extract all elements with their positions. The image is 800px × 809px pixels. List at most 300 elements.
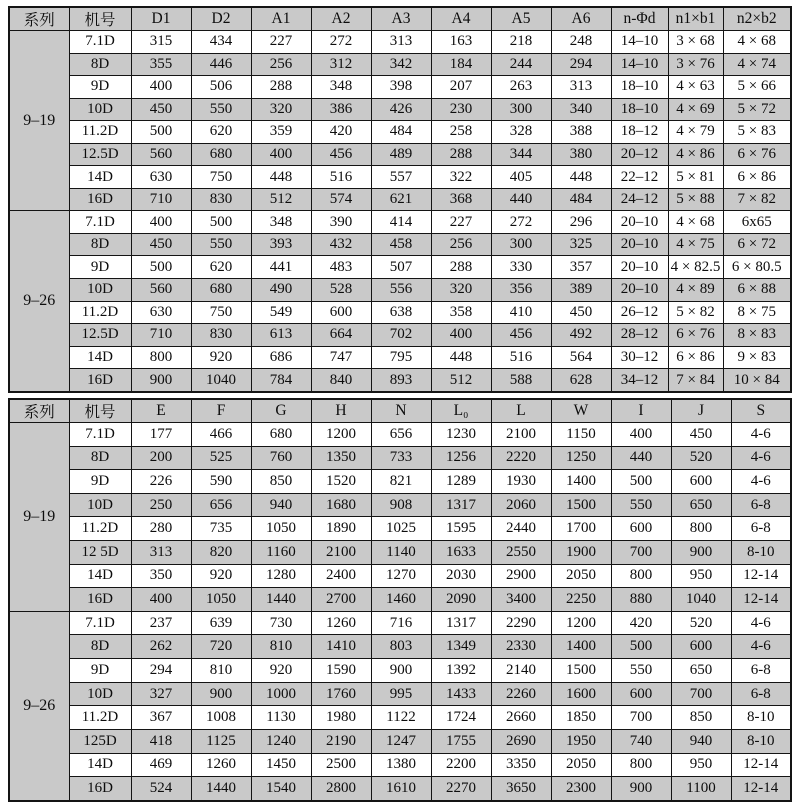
data-cell: 549 [251, 301, 311, 324]
column-header: A6 [551, 7, 611, 31]
data-cell: 448 [551, 166, 611, 189]
data-cell: 1392 [431, 659, 491, 683]
data-cell: 163 [431, 31, 491, 54]
data-cell: 28–12 [611, 324, 668, 347]
data-cell: 2200 [431, 753, 491, 777]
data-cell: 1240 [251, 729, 311, 753]
data-cell: 1755 [431, 729, 491, 753]
data-cell: 1040 [191, 369, 251, 392]
data-cell: 456 [311, 143, 371, 166]
series-cell: 9–19 [9, 31, 69, 211]
column-header: 系列 [9, 7, 69, 31]
column-header: A5 [491, 7, 551, 31]
data-cell: 1130 [251, 706, 311, 730]
data-cell: 1256 [431, 446, 491, 470]
column-header: A4 [431, 7, 491, 31]
data-cell: 900 [191, 682, 251, 706]
data-cell: 227 [251, 31, 311, 54]
model-cell: 12 5D [69, 541, 131, 565]
data-cell: 2440 [491, 517, 551, 541]
model-cell: 9D [69, 659, 131, 683]
data-cell: 450 [671, 423, 731, 447]
column-header: F [191, 399, 251, 423]
table-row [9, 121, 791, 144]
data-cell: 7 × 82 [723, 188, 791, 211]
data-cell: 450 [131, 98, 191, 121]
data-cell: 8-10 [731, 729, 791, 753]
data-cell: 680 [191, 143, 251, 166]
data-cell: 4 × 82.5 [668, 256, 723, 279]
data-cell: 1150 [551, 423, 611, 447]
data-cell: 520 [671, 611, 731, 635]
data-cell: 4 × 79 [668, 121, 723, 144]
data-cell: 492 [551, 324, 611, 347]
data-cell: 6 × 86 [668, 346, 723, 369]
data-cell: 450 [551, 301, 611, 324]
data-cell: 686 [251, 346, 311, 369]
data-cell: 328 [491, 121, 551, 144]
model-cell: 7.1D [69, 611, 131, 635]
data-cell: 784 [251, 369, 311, 392]
data-cell: 5 × 81 [668, 166, 723, 189]
dimension-table-top [8, 6, 792, 393]
model-cell: 11.2D [69, 121, 131, 144]
data-cell: 920 [191, 564, 251, 588]
data-cell: 26–12 [611, 301, 668, 324]
data-cell: 506 [191, 76, 251, 99]
column-header: J [671, 399, 731, 423]
data-cell: 6 × 88 [723, 279, 791, 302]
data-cell: 1500 [551, 659, 611, 683]
table-row [9, 659, 791, 683]
data-cell: 6-8 [731, 682, 791, 706]
data-cell: 258 [431, 121, 491, 144]
data-cell: 1433 [431, 682, 491, 706]
data-cell: 1440 [251, 588, 311, 612]
data-cell: 2660 [491, 706, 551, 730]
data-cell: 702 [371, 324, 431, 347]
data-cell: 735 [191, 517, 251, 541]
model-cell: 12.5D [69, 324, 131, 347]
data-cell: 600 [311, 301, 371, 324]
table-row [9, 611, 791, 635]
table-row [9, 564, 791, 588]
data-cell: 2550 [491, 541, 551, 565]
model-cell: 8D [69, 53, 131, 76]
data-cell: 256 [251, 53, 311, 76]
data-cell: 9 × 83 [723, 346, 791, 369]
data-cell: 2250 [551, 588, 611, 612]
data-cell: 620 [191, 121, 251, 144]
data-cell: 803 [371, 635, 431, 659]
data-cell: 800 [611, 753, 671, 777]
data-cell: 389 [551, 279, 611, 302]
data-cell: 2140 [491, 659, 551, 683]
data-cell: 400 [131, 588, 191, 612]
data-cell: 359 [251, 121, 311, 144]
data-cell: 322 [431, 166, 491, 189]
table-row [9, 31, 791, 54]
table-row [9, 76, 791, 99]
data-cell: 3350 [491, 753, 551, 777]
table-row [9, 279, 791, 302]
data-cell: 1850 [551, 706, 611, 730]
data-cell: 710 [131, 324, 191, 347]
data-cell: 446 [191, 53, 251, 76]
model-cell: 12.5D [69, 143, 131, 166]
data-cell: 4 × 86 [668, 143, 723, 166]
data-cell: 1600 [551, 682, 611, 706]
data-cell: 730 [251, 611, 311, 635]
data-cell: 630 [131, 301, 191, 324]
data-cell: 4 × 89 [668, 279, 723, 302]
column-header: L₀ [431, 399, 491, 423]
model-cell: 10D [69, 493, 131, 517]
data-cell: 262 [131, 635, 191, 659]
data-cell: 5 × 66 [723, 76, 791, 99]
data-cell: 2220 [491, 446, 551, 470]
table-row [9, 706, 791, 730]
data-cell: 1247 [371, 729, 431, 753]
data-cell: 184 [431, 53, 491, 76]
data-cell: 386 [311, 98, 371, 121]
data-cell: 313 [131, 541, 191, 565]
data-cell: 574 [311, 188, 371, 211]
data-cell: 3400 [491, 588, 551, 612]
model-cell: 14D [69, 346, 131, 369]
column-header: n2×b2 [723, 7, 791, 31]
model-cell: 14D [69, 753, 131, 777]
data-cell: 700 [671, 682, 731, 706]
data-cell: 296 [551, 211, 611, 234]
table-row [9, 682, 791, 706]
table-row [9, 777, 791, 801]
column-header: 机号 [69, 399, 131, 423]
dimension-table-bottom [8, 398, 792, 802]
model-cell: 14D [69, 564, 131, 588]
data-cell: 5 × 72 [723, 98, 791, 121]
data-cell: 244 [491, 53, 551, 76]
data-cell: 30–12 [611, 346, 668, 369]
data-cell: 315 [131, 31, 191, 54]
data-cell: 550 [611, 659, 671, 683]
data-cell: 520 [671, 446, 731, 470]
data-cell: 1280 [251, 564, 311, 588]
data-cell: 1450 [251, 753, 311, 777]
data-cell: 272 [491, 211, 551, 234]
data-cell: 300 [491, 233, 551, 256]
data-cell: 680 [191, 279, 251, 302]
data-cell: 294 [551, 53, 611, 76]
data-cell: 621 [371, 188, 431, 211]
data-cell: 1950 [551, 729, 611, 753]
data-cell: 900 [371, 659, 431, 683]
data-cell: 588 [491, 369, 551, 392]
data-cell: 348 [311, 76, 371, 99]
data-cell: 760 [251, 446, 311, 470]
data-cell: 1890 [311, 517, 371, 541]
data-cell: 810 [191, 659, 251, 683]
model-cell: 9D [69, 76, 131, 99]
data-cell: 500 [611, 470, 671, 494]
data-cell: 1590 [311, 659, 371, 683]
table-row [9, 517, 791, 541]
model-cell: 10D [69, 279, 131, 302]
column-header: D2 [191, 7, 251, 31]
data-cell: 313 [551, 76, 611, 99]
data-cell: 358 [431, 301, 491, 324]
data-cell: 6-8 [731, 517, 791, 541]
table-row [9, 446, 791, 470]
data-cell: 4-6 [731, 635, 791, 659]
data-cell: 650 [671, 659, 731, 683]
data-cell: 1100 [671, 777, 731, 801]
data-cell: 720 [191, 635, 251, 659]
data-cell: 2500 [311, 753, 371, 777]
data-cell: 950 [671, 564, 731, 588]
data-cell: 850 [251, 470, 311, 494]
data-cell: 20–10 [611, 256, 668, 279]
data-cell: 664 [311, 324, 371, 347]
data-cell: 18–12 [611, 121, 668, 144]
model-cell: 7.1D [69, 31, 131, 54]
data-cell: 2100 [491, 423, 551, 447]
data-cell: 398 [371, 76, 431, 99]
data-cell: 830 [191, 324, 251, 347]
data-cell: 256 [431, 233, 491, 256]
data-cell: 1025 [371, 517, 431, 541]
data-cell: 12-14 [731, 753, 791, 777]
data-cell: 227 [431, 211, 491, 234]
data-cell: 524 [131, 777, 191, 801]
column-header: A1 [251, 7, 311, 31]
data-cell: 342 [371, 53, 431, 76]
data-cell: 590 [191, 470, 251, 494]
data-cell: 1400 [551, 635, 611, 659]
data-cell: 700 [611, 541, 671, 565]
data-cell: 733 [371, 446, 431, 470]
table-row [9, 256, 791, 279]
model-cell: 16D [69, 188, 131, 211]
data-cell: 1633 [431, 541, 491, 565]
column-header: A2 [311, 7, 371, 31]
data-cell: 20–12 [611, 143, 668, 166]
data-cell: 2060 [491, 493, 551, 517]
table-row [9, 369, 791, 392]
data-cell: 528 [311, 279, 371, 302]
data-cell: 440 [611, 446, 671, 470]
data-cell: 710 [131, 188, 191, 211]
data-cell: 490 [251, 279, 311, 302]
data-cell: 1122 [371, 706, 431, 730]
data-cell: 1140 [371, 541, 431, 565]
data-cell: 1160 [251, 541, 311, 565]
data-cell: 995 [371, 682, 431, 706]
model-cell: 7.1D [69, 211, 131, 234]
data-cell: 908 [371, 493, 431, 517]
column-header: I [611, 399, 671, 423]
data-cell: 830 [191, 188, 251, 211]
series-cell: 9–19 [9, 423, 69, 612]
data-cell: 2330 [491, 635, 551, 659]
table-row [9, 470, 791, 494]
data-cell: 434 [191, 31, 251, 54]
data-cell: 390 [311, 211, 371, 234]
table-row [9, 493, 791, 517]
column-header: D1 [131, 7, 191, 31]
data-cell: 1040 [671, 588, 731, 612]
data-cell: 850 [671, 706, 731, 730]
data-cell: 8-10 [731, 541, 791, 565]
table-row [9, 346, 791, 369]
data-cell: 1700 [551, 517, 611, 541]
data-cell: 893 [371, 369, 431, 392]
series-cell: 9–26 [9, 611, 69, 801]
data-cell: 2050 [551, 564, 611, 588]
data-cell: 410 [491, 301, 551, 324]
data-cell: 2190 [311, 729, 371, 753]
data-cell: 420 [611, 611, 671, 635]
data-cell: 1760 [311, 682, 371, 706]
data-cell: 1260 [191, 753, 251, 777]
data-cell: 600 [671, 470, 731, 494]
data-cell: 12-14 [731, 564, 791, 588]
data-cell: 8 × 75 [723, 301, 791, 324]
data-cell: 940 [671, 729, 731, 753]
data-cell: 613 [251, 324, 311, 347]
model-cell: 10D [69, 98, 131, 121]
data-cell: 880 [611, 588, 671, 612]
data-cell: 800 [611, 564, 671, 588]
data-cell: 14–10 [611, 31, 668, 54]
table-row [9, 98, 791, 121]
column-header: E [131, 399, 191, 423]
data-cell: 638 [371, 301, 431, 324]
data-cell: 405 [491, 166, 551, 189]
data-cell: 516 [491, 346, 551, 369]
data-cell: 8-10 [731, 706, 791, 730]
data-cell: 14–10 [611, 53, 668, 76]
data-cell: 288 [431, 143, 491, 166]
data-cell: 5 × 83 [723, 121, 791, 144]
data-cell: 4 × 68 [723, 31, 791, 54]
table-row [9, 753, 791, 777]
data-cell: 1610 [371, 777, 431, 801]
data-cell: 600 [671, 635, 731, 659]
data-cell: 6 × 72 [723, 233, 791, 256]
data-cell: 1317 [431, 493, 491, 517]
data-cell: 557 [371, 166, 431, 189]
data-cell: 500 [131, 121, 191, 144]
data-cell: 700 [611, 706, 671, 730]
data-cell: 747 [311, 346, 371, 369]
data-cell: 556 [371, 279, 431, 302]
data-cell: 940 [251, 493, 311, 517]
column-header: H [311, 399, 371, 423]
data-cell: 2260 [491, 682, 551, 706]
data-cell: 821 [371, 470, 431, 494]
data-cell: 3 × 68 [668, 31, 723, 54]
data-cell: 1250 [551, 446, 611, 470]
data-cell: 560 [131, 279, 191, 302]
data-cell: 2090 [431, 588, 491, 612]
data-cell: 1900 [551, 541, 611, 565]
data-cell: 280 [131, 517, 191, 541]
data-cell: 466 [191, 423, 251, 447]
header-row [9, 399, 791, 423]
data-cell: 656 [371, 423, 431, 447]
data-cell: 469 [131, 753, 191, 777]
table-row [9, 166, 791, 189]
model-cell: 16D [69, 369, 131, 392]
data-cell: 489 [371, 143, 431, 166]
data-cell: 810 [251, 635, 311, 659]
data-cell: 456 [491, 324, 551, 347]
model-cell: 11.2D [69, 517, 131, 541]
data-cell: 448 [251, 166, 311, 189]
data-cell: 312 [311, 53, 371, 76]
table-row [9, 635, 791, 659]
model-cell: 16D [69, 777, 131, 801]
data-cell: 288 [431, 256, 491, 279]
table-row [9, 301, 791, 324]
data-cell: 1200 [551, 611, 611, 635]
column-header: L [491, 399, 551, 423]
data-cell: 440 [491, 188, 551, 211]
data-cell: 1410 [311, 635, 371, 659]
model-cell: 8D [69, 635, 131, 659]
data-cell: 357 [551, 256, 611, 279]
data-cell: 900 [611, 777, 671, 801]
data-cell: 288 [251, 76, 311, 99]
data-cell: 441 [251, 256, 311, 279]
data-cell: 2050 [551, 753, 611, 777]
model-cell: 8D [69, 233, 131, 256]
data-cell: 750 [191, 301, 251, 324]
data-cell: 230 [431, 98, 491, 121]
data-cell: 300 [491, 98, 551, 121]
data-cell: 177 [131, 423, 191, 447]
column-header: n-Φd [611, 7, 668, 31]
data-cell: 400 [131, 211, 191, 234]
data-cell: 1050 [191, 588, 251, 612]
data-cell: 6 × 76 [723, 143, 791, 166]
data-cell: 500 [611, 635, 671, 659]
data-cell: 800 [131, 346, 191, 369]
data-cell: 340 [551, 98, 611, 121]
data-cell: 820 [191, 541, 251, 565]
data-cell: 716 [371, 611, 431, 635]
column-header: N [371, 399, 431, 423]
data-cell: 393 [251, 233, 311, 256]
model-cell: 7.1D [69, 423, 131, 447]
data-cell: 750 [191, 166, 251, 189]
data-cell: 630 [131, 166, 191, 189]
data-cell: 1540 [251, 777, 311, 801]
data-cell: 507 [371, 256, 431, 279]
data-cell: 656 [191, 493, 251, 517]
data-cell: 950 [671, 753, 731, 777]
data-cell: 20–10 [611, 211, 668, 234]
data-cell: 12-14 [731, 588, 791, 612]
data-cell: 1595 [431, 517, 491, 541]
data-cell: 550 [191, 233, 251, 256]
data-cell: 1260 [311, 611, 371, 635]
data-cell: 1125 [191, 729, 251, 753]
model-cell: 14D [69, 166, 131, 189]
data-cell: 320 [251, 98, 311, 121]
data-cell: 5 × 82 [668, 301, 723, 324]
